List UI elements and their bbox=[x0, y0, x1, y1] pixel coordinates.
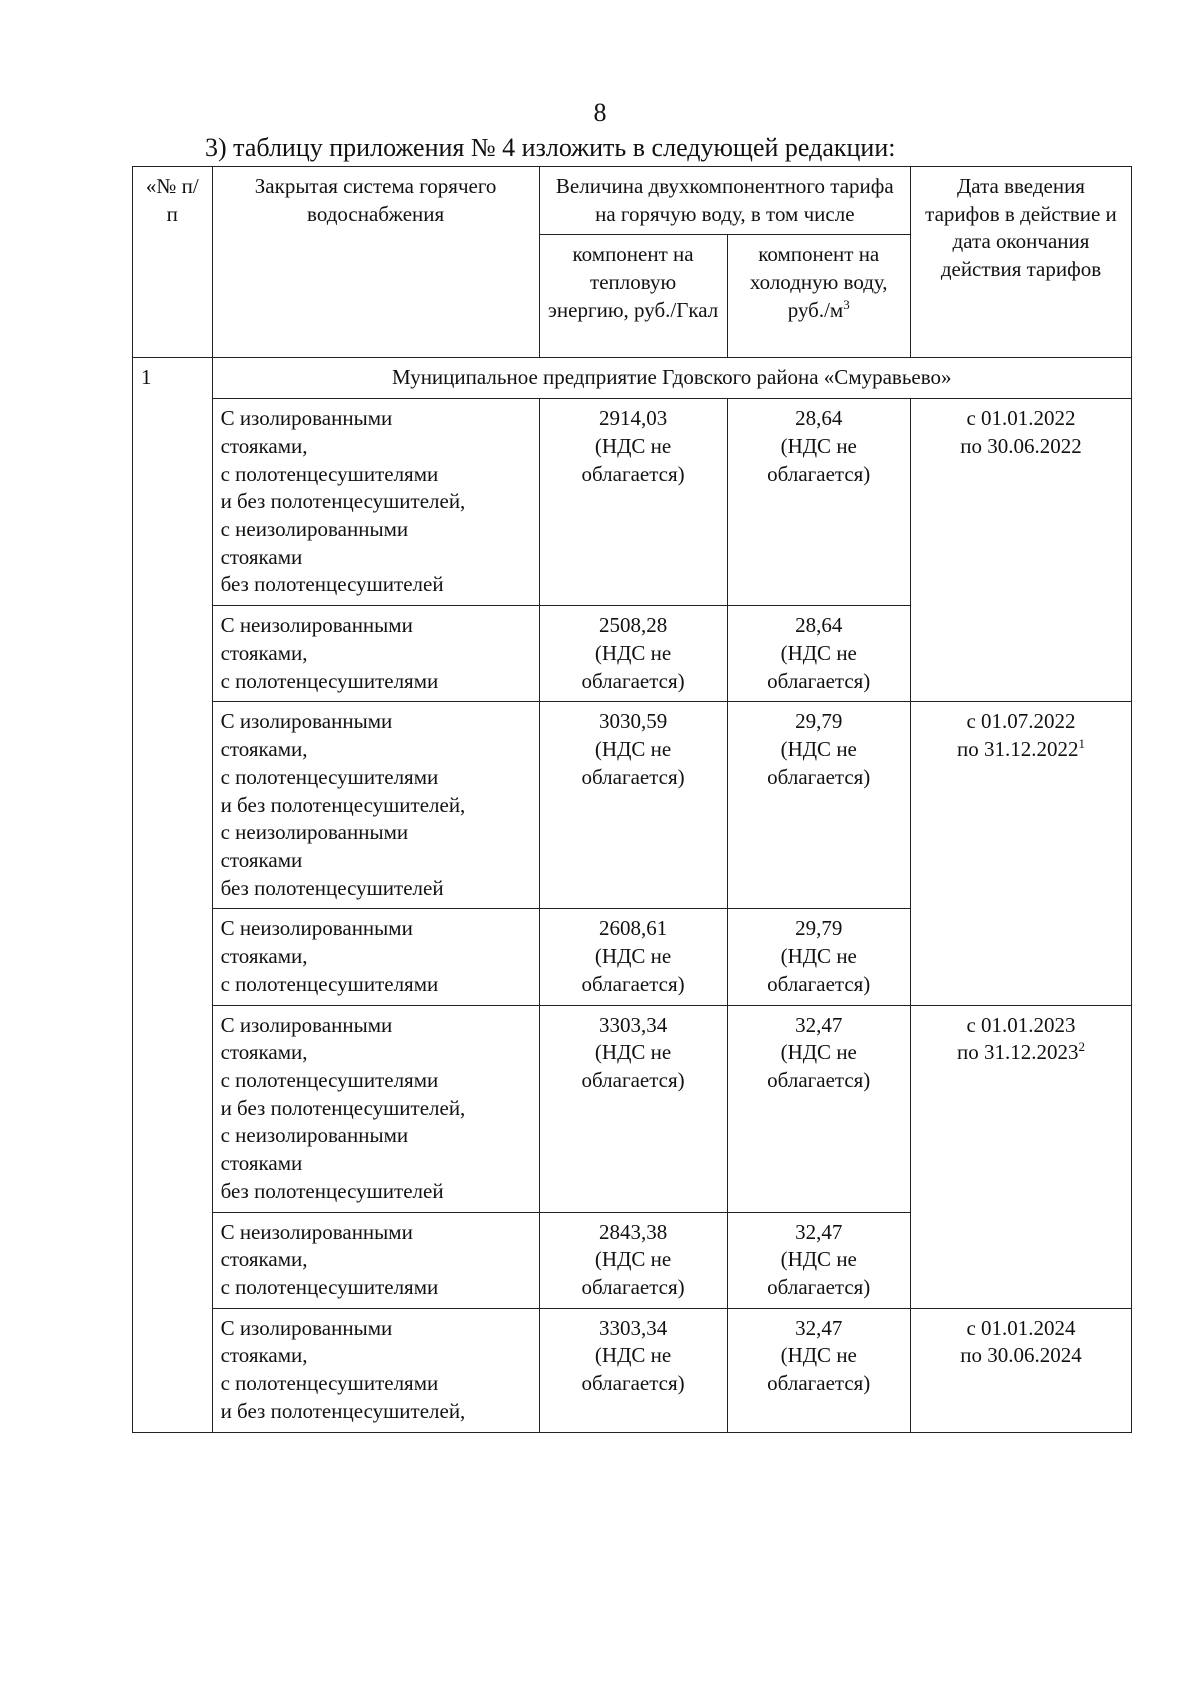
header-dates: Дата введения тарифов в действие и дата окончания действия тарифов bbox=[910, 167, 1131, 358]
vat-note: (НДС не облагается) bbox=[581, 737, 685, 789]
heat-component-cell bbox=[539, 606, 727, 702]
period-cell bbox=[910, 702, 1131, 1005]
heat-component-cell bbox=[539, 1308, 727, 1432]
system-description bbox=[212, 1308, 539, 1432]
vat-note: (НДС не облагается) bbox=[581, 1343, 685, 1396]
water-value: 29,79 bbox=[795, 709, 843, 734]
header-tariff: Величина двухкомпонентного тарифа на горячую воду, в том числе bbox=[539, 167, 910, 235]
water-component-cell bbox=[727, 1308, 910, 1432]
water-component-cell bbox=[727, 1212, 910, 1308]
table-header-row bbox=[133, 167, 1132, 235]
water-component-cell bbox=[727, 702, 910, 909]
system-description bbox=[212, 399, 539, 606]
description-line: с полотенцесушителями bbox=[220, 1371, 439, 1396]
period-to: по 30.06.2022 bbox=[960, 433, 1082, 458]
header-component-heat: компонент на тепловую энергию, руб./Гкал bbox=[539, 235, 727, 358]
description-line: с неизолированными bbox=[220, 820, 409, 845]
water-component-cell bbox=[727, 909, 910, 1005]
description-line: и без полотенцесушителей, bbox=[220, 489, 466, 514]
heat-component-cell bbox=[539, 399, 727, 606]
header-component-water-text: компонент на холодную воду, руб./м bbox=[749, 242, 888, 322]
description-line: и без полотенцесушителей, bbox=[220, 1398, 466, 1423]
system-description bbox=[212, 702, 539, 909]
description-line: стояками bbox=[220, 1151, 303, 1176]
description-line: С неизолированными bbox=[220, 916, 413, 941]
description-line: стояками bbox=[220, 847, 303, 872]
table-row bbox=[133, 399, 1132, 606]
description-line: стояками, bbox=[220, 1343, 308, 1368]
vat-note: (НДС не облагается) bbox=[581, 640, 685, 693]
description-line: стояками, bbox=[220, 433, 308, 458]
description-line: С изолированными bbox=[220, 1012, 393, 1037]
intro-text: 3) таблицу приложения № 4 изложить в следующей редакции: bbox=[205, 133, 896, 162]
vat-note: (НДС не облагается) bbox=[767, 640, 871, 693]
header-component-water-sup: 3 bbox=[843, 296, 850, 312]
water-value: 29,79 bbox=[795, 916, 843, 941]
header-system: Закрытая система горячего водоснабжения bbox=[212, 167, 539, 358]
description-line: без полотенцесушителей bbox=[220, 875, 444, 900]
period-to-line bbox=[919, 1039, 1123, 1067]
heat-value: 3303,34 bbox=[598, 1012, 668, 1037]
water-value: 28,64 bbox=[795, 406, 843, 431]
table-row bbox=[133, 1308, 1132, 1432]
footnote-mark: 2 bbox=[1078, 1039, 1085, 1055]
period-to: по 30.06.2024 bbox=[960, 1343, 1082, 1368]
heat-value: 2608,61 bbox=[598, 916, 668, 941]
water-value: 32,47 bbox=[795, 1012, 843, 1037]
vat-note: (НДС не облагается) bbox=[581, 944, 685, 996]
description-line: С изолированными bbox=[220, 1315, 393, 1340]
period-from: с 01.07.2022 bbox=[966, 709, 1076, 734]
description-line: стояками, bbox=[220, 1247, 308, 1272]
heat-value: 2914,03 bbox=[598, 406, 668, 431]
footnote-mark: 1 bbox=[1078, 736, 1085, 752]
water-value: 28,64 bbox=[795, 613, 843, 638]
period-from: с 01.01.2022 bbox=[966, 406, 1076, 431]
header-number: «№ п/п bbox=[133, 167, 213, 358]
description-line: с полотенцесушителями bbox=[220, 668, 439, 693]
vat-note: (НДС не облагается) bbox=[581, 1247, 685, 1299]
table-row bbox=[133, 702, 1132, 909]
page-number: 8 bbox=[593, 98, 607, 127]
description-line: без полотенцесушителей bbox=[220, 572, 444, 597]
description-line: и без полотенцесушителей, bbox=[220, 1095, 466, 1120]
vat-note: (НДС не облагается) bbox=[767, 433, 871, 486]
period-to: по 31.12.2023 bbox=[956, 1040, 1079, 1065]
description-line: стояками, bbox=[220, 944, 308, 969]
heat-component-cell bbox=[539, 702, 727, 909]
description-line: с неизолированными bbox=[220, 1123, 409, 1148]
table-row bbox=[133, 1005, 1132, 1212]
period-to: по 31.12.2022 bbox=[956, 737, 1079, 762]
description-line: и без полотенцесушителей, bbox=[220, 792, 466, 817]
system-description bbox=[212, 1212, 539, 1308]
vat-note: (НДС не облагается) bbox=[581, 433, 685, 486]
period-from: с 01.01.2024 bbox=[966, 1315, 1076, 1340]
system-description bbox=[212, 1005, 539, 1212]
description-line: с полотенцесушителями bbox=[220, 1275, 439, 1299]
vat-note: (НДС не облагается) bbox=[581, 1040, 685, 1092]
description-line: с полотенцесушителями bbox=[220, 764, 439, 789]
vat-note: (НДС не облагается) bbox=[767, 1040, 871, 1092]
period-from: с 01.01.2023 bbox=[966, 1012, 1076, 1037]
heat-value: 3030,59 bbox=[598, 709, 668, 734]
organization-row bbox=[133, 358, 1132, 399]
period-cell bbox=[910, 1005, 1131, 1308]
water-component-cell bbox=[727, 1005, 910, 1212]
header-component-water bbox=[727, 235, 910, 358]
water-component-cell bbox=[727, 606, 910, 702]
vat-note: (НДС не облагается) bbox=[767, 1247, 871, 1299]
heat-value: 2843,38 bbox=[598, 1219, 668, 1244]
description-line: С изолированными bbox=[220, 709, 393, 734]
tariff-table bbox=[132, 166, 1132, 1433]
description-line: стояками bbox=[220, 544, 303, 569]
description-line: С неизолированными bbox=[220, 613, 413, 638]
vat-note: (НДС не облагается) bbox=[767, 1343, 871, 1396]
description-line: с неизолированными bbox=[220, 517, 409, 542]
row-number: 1 bbox=[133, 358, 213, 1432]
period-to-line bbox=[919, 736, 1123, 764]
description-line: с полотенцесушителями bbox=[220, 971, 439, 996]
vat-note: (НДС не облагается) bbox=[767, 944, 871, 996]
description-line: без полотенцесушителей bbox=[220, 1178, 444, 1203]
organization-name: Муниципальное предприятие Гдовского района «Смуравьево» bbox=[212, 358, 1131, 399]
water-value: 32,47 bbox=[795, 1219, 843, 1244]
heat-value: 3303,34 bbox=[598, 1315, 668, 1340]
description-line: с полотенцесушителями bbox=[220, 1067, 439, 1092]
heat-component-cell bbox=[539, 909, 727, 1005]
description-line: стояками, bbox=[220, 1040, 308, 1065]
heat-value: 2508,28 bbox=[598, 613, 668, 638]
description-line: с полотенцесушителями bbox=[220, 461, 439, 486]
heat-component-cell bbox=[539, 1005, 727, 1212]
heat-component-cell bbox=[539, 1212, 727, 1308]
system-description bbox=[212, 606, 539, 702]
period-cell bbox=[910, 1308, 1131, 1432]
description-line: С неизолированными bbox=[220, 1219, 413, 1244]
description-line: стояками, bbox=[220, 640, 308, 665]
description-line: С изолированными bbox=[220, 406, 393, 431]
system-description bbox=[212, 909, 539, 1005]
vat-note: (НДС не облагается) bbox=[767, 737, 871, 789]
water-value: 32,47 bbox=[795, 1315, 843, 1340]
period-cell bbox=[910, 399, 1131, 702]
water-component-cell bbox=[727, 399, 910, 606]
description-line: стояками, bbox=[220, 737, 308, 762]
